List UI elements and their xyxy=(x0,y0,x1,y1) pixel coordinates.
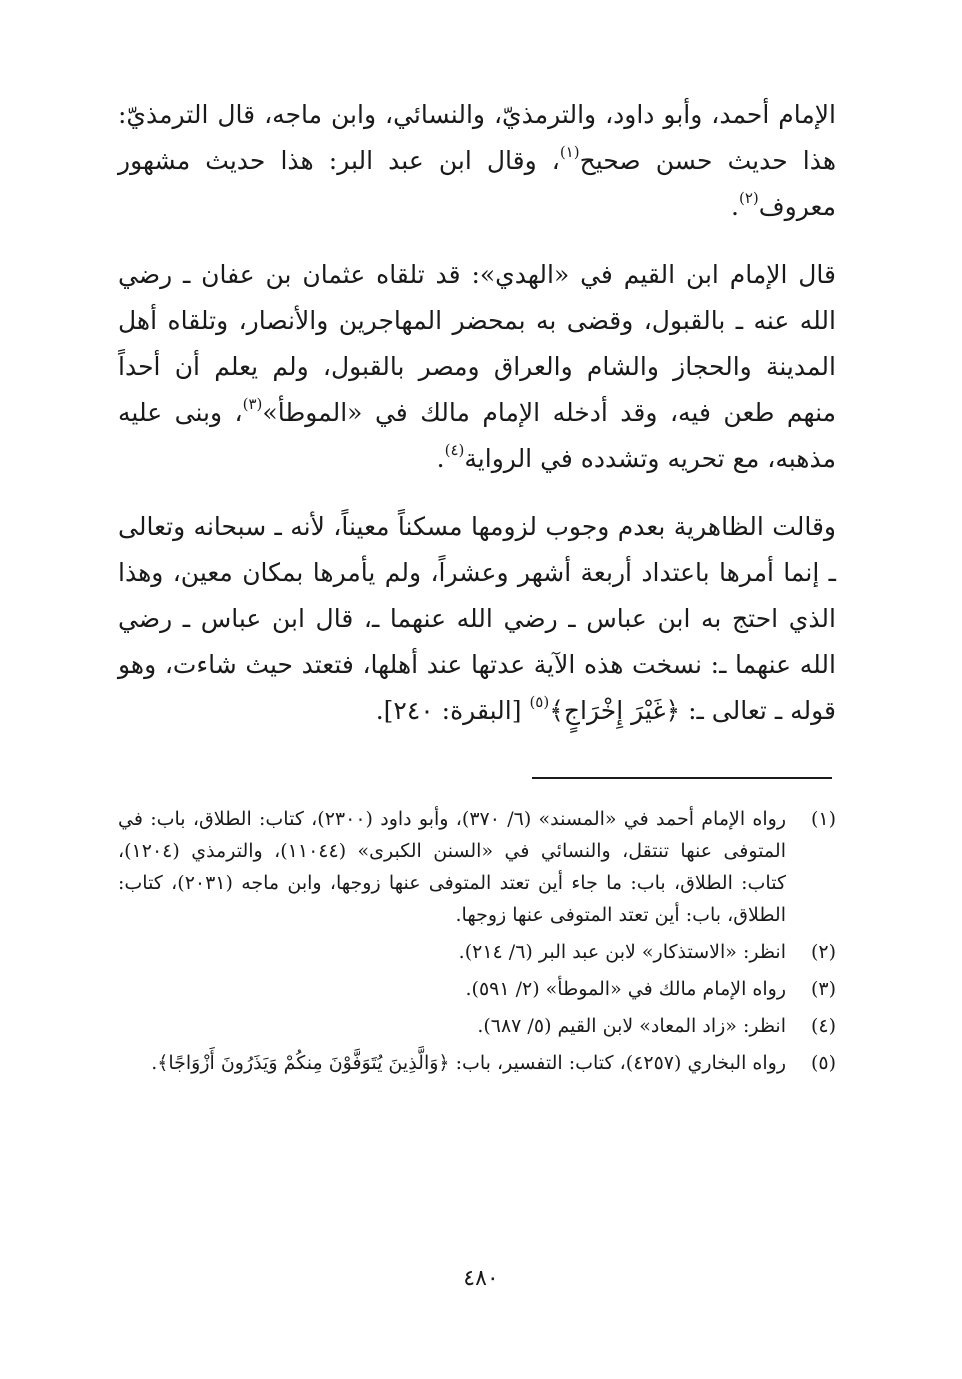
paragraph-2-text-b: ، وبنى عليه مذهبه، مع تحريه وتشدده في الرواية xyxy=(118,398,836,473)
paragraph-3-text-b: [البقرة: ٢٤٠]. xyxy=(375,696,530,725)
footnote-divider xyxy=(532,777,832,779)
paragraph-1-text-b: ، وقال ابن عبد البر: هذا حديث مشهور معروف xyxy=(118,146,836,221)
footnote-ref-1[interactable]: (١) xyxy=(559,142,580,161)
footnote-text: انظر: «الاستذكار» لابن عبد البر (٦/ ٢١٤). xyxy=(458,941,786,963)
footnote-number: (١) xyxy=(810,808,836,830)
footnote-ref-3[interactable]: (٣) xyxy=(242,394,263,413)
footnote-5 xyxy=(118,1047,836,1079)
paragraph-1-text-a: الإمام أحمد، وأبو داود، والترمذيّ، والنسائي، وابن ماجه، قال الترمذيّ: هذا حديث حسن صحيح xyxy=(118,100,836,175)
paragraph-3-text-a: وقالت الظاهرية بعدم وجوب لزومها مسكناً معيناً، لأنه ـ سبحانه وتعالى ـ إنما أمرها باعتداد أربعة أشهر وعشراً، ولم يأمرها بمكان معين، وهذا الذي احتج به ابن عباس ـ رضي الله عنهما ـ، قال ابن عباس ـ رضي الله عنهما ـ: نسخت هذه الآية عدتها عند أهلها، فتعتد حيث شاءت، وهو قوله ـ تعالى ـ: ﴿غَيْرَ إِخْرَاجٍ﴾ xyxy=(118,512,836,725)
paragraph-3 xyxy=(118,504,836,734)
footnote-ref-2[interactable]: (٢) xyxy=(738,188,759,207)
main-text xyxy=(118,92,836,756)
footnote-number: (٥) xyxy=(810,1052,836,1074)
footnote-1 xyxy=(118,803,836,931)
footnote-number: (٤) xyxy=(810,1015,836,1037)
paragraph-2 xyxy=(118,252,836,482)
paragraph-1 xyxy=(118,92,836,230)
footnote-number: (٣) xyxy=(810,978,836,1000)
page-number: ٤٨٠ xyxy=(463,1266,499,1291)
footnote-4 xyxy=(118,1010,836,1042)
footnote-3 xyxy=(118,973,836,1005)
paragraph-1-text-c: . xyxy=(731,192,739,221)
footnotes xyxy=(118,803,836,1084)
footnote-ref-5[interactable]: (٥) xyxy=(529,692,550,711)
footnote-text: رواه البخاري (٤٢٥٧)، كتاب: التفسير، باب: ﴿وَالَّذِينَ يُتَوَفَّوْنَ مِنكُمْ وَيَذَرُونَ أَزْوَاجًا﴾. xyxy=(151,1052,786,1074)
footnote-number: (٢) xyxy=(810,941,836,963)
footnote-text: رواه الإمام مالك في «الموطأ» (٢/ ٥٩١). xyxy=(465,978,786,1000)
footnote-text: انظر: «زاد المعاد» لابن القيم (٥/ ٦٨٧). xyxy=(477,1015,786,1037)
footnote-ref-4[interactable]: (٤) xyxy=(444,440,465,459)
paragraph-2-text-a: قال الإمام ابن القيم في «الهدي»: قد تلقاه عثمان بن عفان ـ رضي الله عنه ـ بالقبول، وقضى به بمحضر المهاجرين والأنصار، وتلقاه أهل المدينة والحجاز والشام والعراق ومصر بالقبول، ولم يعلم أن أحداً منهم طعن فيه، وقد أدخله الإمام مالك في «الموطأ» xyxy=(118,260,837,427)
footnote-2 xyxy=(118,936,836,968)
paragraph-2-text-c: . xyxy=(436,444,445,473)
footnote-text: رواه الإمام أحمد في «المسند» (٦/ ٣٧٠)، وأبو داود (٢٣٠٠)، كتاب: الطلاق، باب: في المتوفى عنها تنتقل، والنسائي في «السنن الكبرى» (١١٠٤٤)، والترمذي (١٢٠٤)، كتاب: الطلاق، باب: ما جاء أين تعتد المتوفى عنها زوجها، وابن ماجه (٢٠٣١)، كتاب: الطلاق، باب: أين تعتد المتوفى عنها زوجها. xyxy=(118,808,787,926)
